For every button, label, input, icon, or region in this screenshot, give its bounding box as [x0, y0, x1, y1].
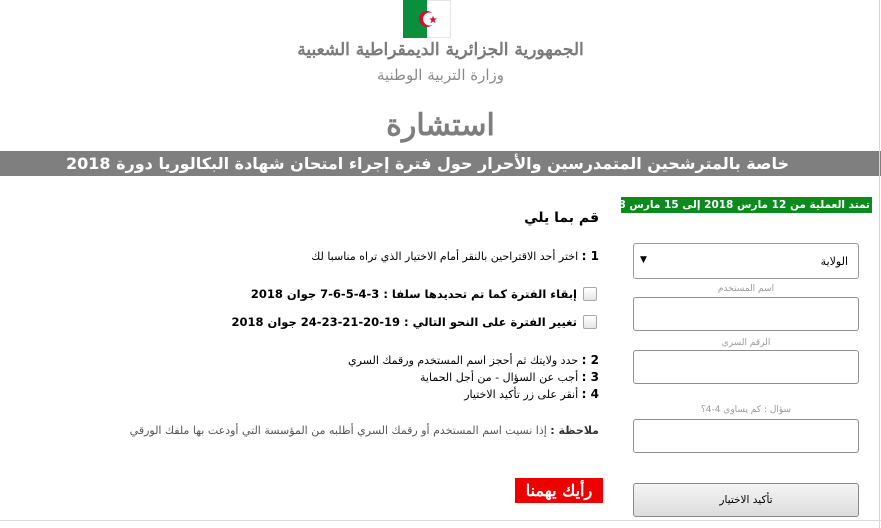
- confirm-choice-button[interactable]: تأكيد الاختيار: [633, 483, 859, 517]
- wilaya-select[interactable]: [633, 243, 859, 279]
- step-2-number: 2 :: [581, 353, 599, 367]
- republic-title: الجمهورية الجزائرية الديمقراطية الشعبية: [297, 40, 584, 60]
- step-4-number: 4 :: [581, 387, 599, 401]
- banner-text: خاصة بالمترشحين المتمدرسين والأحرار حول فترة إجراء امتحان شهادة البكالوريا دورة 2018: [65, 154, 789, 173]
- algeria-flag-icon: [403, 0, 451, 38]
- security-answer-input[interactable]: [633, 419, 859, 453]
- step-4: [464, 387, 599, 401]
- option-change-label: تغيير الفترة على النحو التالي : 19-20-21-23-24 جوان 2018: [231, 315, 577, 329]
- wilaya-selected-label: الولاية: [820, 255, 848, 268]
- step-1-text: اختر أحد الاقتراحين بالنقر أمام الاختيار الذي تراه مناسبا لك: [311, 250, 579, 263]
- opinion-badge: رأيك يهمنا: [515, 478, 603, 503]
- step-1-number: 1 :: [581, 249, 599, 263]
- option-change-period[interactable]: [232, 315, 598, 329]
- security-question-label: سؤال : كم يساوي 4-4؟: [700, 405, 792, 415]
- password-input[interactable]: [633, 350, 859, 384]
- note-label: ملاحظة :: [550, 424, 599, 437]
- ministry-title: وزارة التربية الوطنية: [376, 66, 505, 84]
- option-keep-period[interactable]: [251, 287, 597, 301]
- password-label: الرقم السري: [721, 338, 771, 348]
- option-keep-label: إبقاء الفترة كما تم تحديدها سلفا : 3-4-5-6-7 جوان 2018: [250, 287, 577, 301]
- username-label: اسم المستخدم: [717, 284, 775, 294]
- dropdown-arrow-icon: ▼: [640, 255, 647, 265]
- step-2: [348, 353, 599, 367]
- note: [130, 424, 599, 437]
- username-input[interactable]: [633, 297, 859, 331]
- page-border-right: [879, 0, 880, 528]
- page-border-bottom: [0, 520, 881, 521]
- step-4-text: أنقر على زر تأكيد الاختيار: [464, 388, 579, 401]
- option-change-checkbox[interactable]: [583, 315, 597, 329]
- option-keep-checkbox[interactable]: [583, 287, 597, 301]
- step-2-text: حدد ولايتك ثم أحجز اسم المستخدم ورقمك السري: [347, 354, 579, 367]
- step-3-text: أجب عن السؤال - من أجل الحماية: [420, 371, 579, 384]
- instructions-heading: قم بما يلي: [524, 210, 599, 226]
- note-text: إذا نسيت اسم المستخدم أو رقمك السري أطلبه من المؤسسة التي أودعت بها ملفك الورقي: [129, 424, 547, 437]
- page-title: استشارة: [386, 108, 495, 143]
- period-notice: تمتد العملية من 12 مارس 2018 إلى 15 مارس 2018: [596, 199, 870, 211]
- step-3-number: 3 :: [581, 370, 599, 384]
- step-1: [311, 249, 599, 263]
- step-3: [420, 370, 599, 384]
